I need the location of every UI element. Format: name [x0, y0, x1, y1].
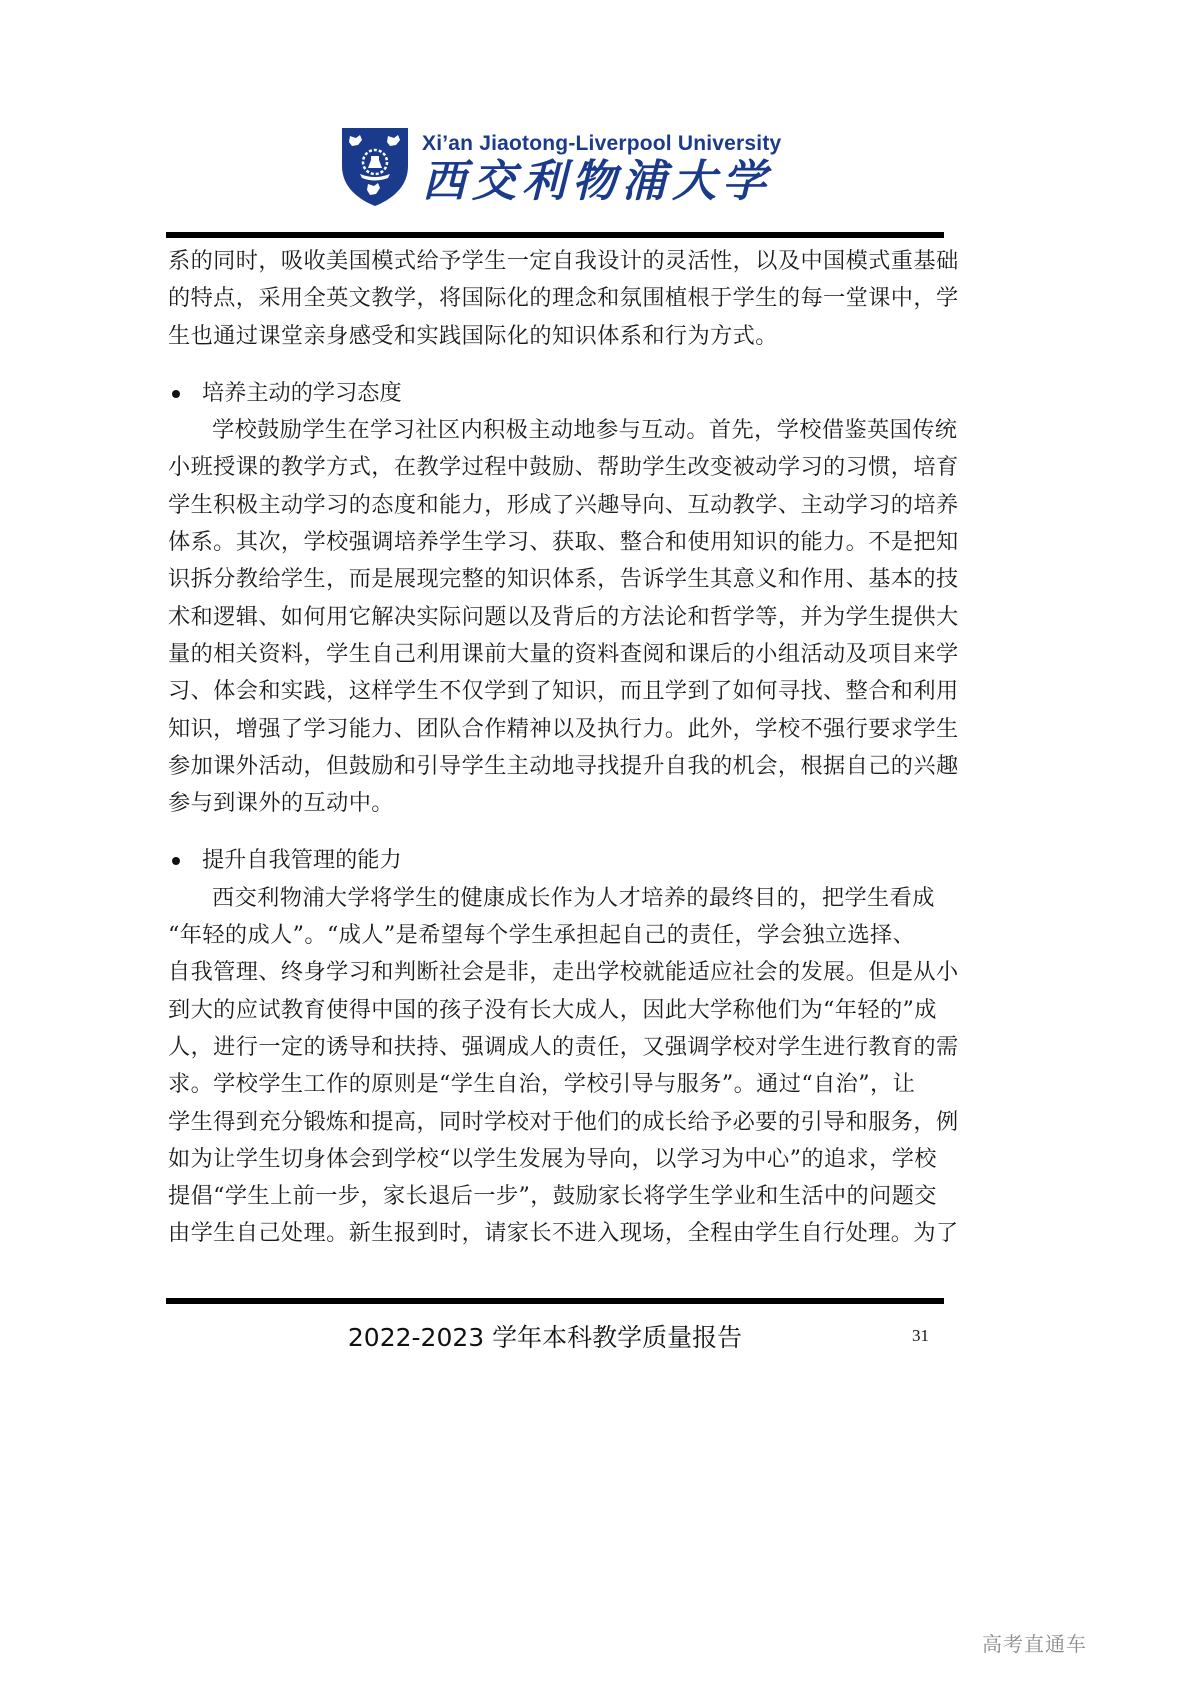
text-line: 到大的应试教育使得中国的孩子没有长大成人，因此大学称他们为“年轻的”成 [168, 996, 937, 1023]
page-number: 31 [912, 1326, 929, 1345]
section-heading-text: 提升自我管理的能力 [202, 847, 402, 874]
section-heading-text: 培养主动的学习态度 [202, 379, 402, 406]
university-shield-icon [340, 126, 410, 208]
text-line: 由学生自己处理。新生报到时，请家长不进入现场，全程由学生自行处理。为了 [168, 1220, 959, 1247]
section-heading [168, 375, 944, 412]
bullet-icon [172, 390, 180, 398]
text-line: 学校鼓励学生在学习社区内积极主动地参与互动。首先，学校借鉴英国传统 [212, 417, 958, 444]
bullet-icon [172, 857, 180, 865]
watermark: 高考直通车 [982, 1632, 1087, 1656]
document-body [168, 243, 959, 1253]
text-line: 量的相关资料，学生自己利用课前大量的资料查阅和课后的小组活动及项目来学 [168, 640, 959, 667]
university-logo [340, 126, 781, 208]
text-line: 西交利物浦大学将学生的健康成长作为人才培养的最终目的，把学生看成 [212, 884, 935, 911]
text-line: 学生积极主动学习的态度和能力，形成了兴趣导向、互动教学、主动学习的培养 [168, 491, 959, 518]
report-title: 2022-2023 学年本科教学质量报告 [347, 1323, 743, 1352]
text-line: 自我管理、终身学习和判断社会是非，走出学校就能适应社会的发展。但是从小 [168, 959, 959, 986]
text-line: 人，进行一定的诱导和扶持、强调成人的责任，又强调学校对学生进行教育的需 [168, 1033, 959, 1060]
text-line: 术和逻辑、如何用它解决实际问题以及背后的方法论和哲学等，并为学生提供大 [168, 603, 959, 630]
text-line: 习、体会和实践，这样学生不仅学到了知识，而且学到了如何寻找、整合和利用 [168, 678, 959, 705]
text-line: 的特点，采用全英文教学，将国际化的理念和氛围植根于学生的每一堂课中，学 [168, 285, 959, 312]
text-line: 求。学校学生工作的原则是“学生自治，学校引导与服务”。通过“自治”，让 [168, 1071, 916, 1098]
text-line: 参与到课外的互动中。 [168, 790, 394, 817]
text-line: “年轻的成人”。“成人”是希望每个学生承担起自己的责任，学会独立选择、 [168, 922, 916, 949]
header-divider [166, 232, 944, 238]
university-name-en: Xi’an Jiaotong-Liverpool University [422, 132, 782, 155]
text-line: 知识，增强了学习能力、团队合作精神以及执行力。此外，学校不强行要求学生 [168, 715, 959, 742]
section-heading [168, 842, 944, 879]
text-line: 系的同时，吸收美国模式给予学生一定自我设计的灵活性，以及中国模式重基础 [168, 248, 959, 274]
text-line: 如为让学生切身体会到学校“以学生发展为导向，以学习为中心”的追求，学校 [168, 1145, 937, 1172]
text-line: 参加课外活动，但鼓励和引导学生主动地寻找提升自我的机会，根据自己的兴趣 [168, 752, 959, 779]
university-name-cn: 西交利物浦大学 [422, 156, 772, 207]
text-line: 体系。其次，学校强调培养学生学习、获取、整合和使用知识的能力。不是把知 [168, 529, 959, 556]
text-line: 识拆分教给学生，而是展现完整的知识体系，告诉学生其意义和作用、基本的技 [168, 566, 959, 593]
text-line: 小班授课的教学方式，在教学过程中鼓励、帮助学生改变被动学习的习惯，培育 [168, 454, 959, 481]
text-line: 生也通过课堂亲身感受和实践国际化的知识体系和行为方式。 [168, 322, 778, 349]
footer-divider [166, 1298, 944, 1304]
page-header [0, 118, 1190, 218]
text-line: 学生得到充分锻炼和提高，同时学校对于他们的成长给予必要的引导和服务，例 [168, 1108, 959, 1135]
text-line: 提倡“学生上前一步，家长退后一步”，鼓励家长将学生学业和生活中的问题交 [168, 1183, 937, 1210]
